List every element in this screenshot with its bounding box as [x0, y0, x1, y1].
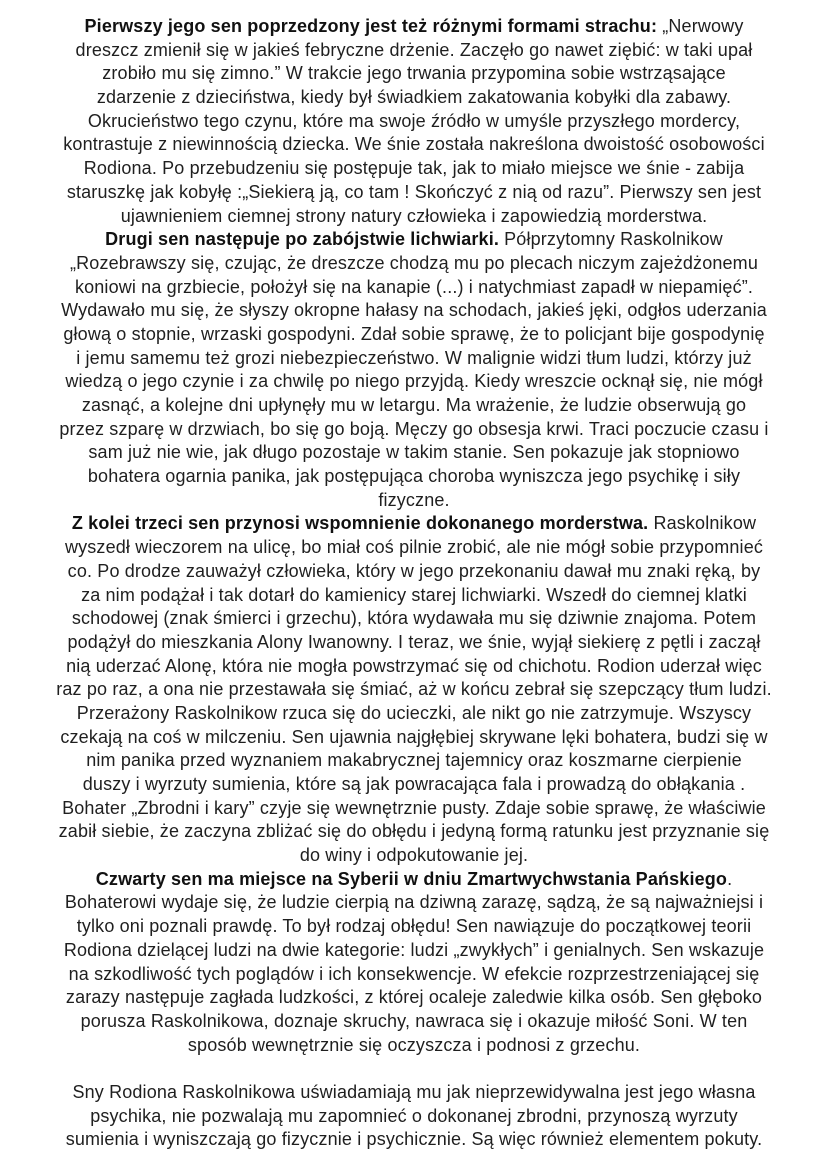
line-text: sam już nie wie, jak długo pozostaje w takim stanie. Sen pokazuje jak stopniowo — [88, 442, 740, 463]
bold-lead-phrase: Z kolei trzeci sen przynosi wspomnienie dokonanego morderstwa. — [71, 513, 649, 534]
text-line — [0, 1105, 828, 1129]
text-line — [0, 986, 828, 1010]
line-text: zasnąć, a kolejne dni upłynęły mu w letargu. Ma wrażenie, że ludzie obserwują go — [81, 395, 747, 415]
line-text: Wydawało mu się, że słyszy okropne hałasy na schodach, jakieś jęki, odgłos uderzania — [61, 300, 767, 321]
line-text: duszy i wyrzuty sumienia, które są jak powracająca fala i prowadzą do obłąkania . — [82, 774, 746, 794]
text-line — [0, 133, 828, 157]
line-text: podążył do mieszkania Alony Iwanowny. I teraz, we śnie, wyjął siekierę z pętli i zaczął — [67, 631, 761, 652]
text-line — [0, 228, 828, 252]
text-line — [0, 631, 828, 655]
line-text: porusza Raskolnikowa, doznaje skruchy, nawraca się i okazuje miłość Soni. W ten — [80, 1010, 748, 1031]
line-text: sumienia i wyniszczają go fizycznie i psychicznie. Są więc również elementem pokuty. — [65, 1129, 763, 1150]
line-text: staruszkę jak kobyłę :„Siekierą ją, co tam ! Skończyć z nią od razu”. Pierwszy sen jest — [66, 181, 762, 202]
text-line — [0, 86, 828, 110]
text-line — [0, 939, 828, 963]
line-text: fizyczne. — [378, 489, 450, 510]
text-line — [0, 584, 828, 608]
text-line — [0, 536, 828, 560]
text-line — [0, 62, 828, 86]
line-text: do winy i odpokutowanie jej. — [299, 845, 529, 866]
line-text: psychika, nie pozwalają mu zapomnieć o dokonanej zbrodni, przynoszą wyrzuty — [90, 1105, 738, 1126]
text-line — [0, 678, 828, 702]
text-line — [0, 820, 828, 844]
text-line — [0, 797, 828, 821]
line-text: tylko oni poznali prawdę. To był rodzaj obłędu! Sen nawiązuje do początkowej teorii — [76, 916, 752, 937]
text-line — [0, 891, 828, 915]
bold-lead-phrase: Czwarty sen ma miejsce na Syberii w dniu Zmartwychwstania Pańskiego — [95, 868, 728, 889]
line-text: Półprzytomny Raskolnikow — [499, 229, 723, 250]
text-line — [0, 394, 828, 418]
line-text: raz po raz, a ona nie przestawała się śmiać, aż w końcu zebrał się szepczący tłum ludzi. — [56, 679, 772, 700]
line-text: koniowi na grzbiecie, położył się na kanapie (...) i natychmiast zapadł w niepamięć”. — [74, 276, 754, 297]
line-text: . — [727, 868, 733, 889]
text-line — [0, 512, 828, 536]
line-text: ujawnieniem ciemnej strony natury człowieka i zapowiedzią morderstwa. — [120, 205, 708, 226]
line-text: Okrucieństwo tego czynu, które ma swoje źródło w umyśle przyszłego mordercy, — [87, 110, 741, 131]
line-text: Bohaterowi wydaje się, że ludzie cierpią na dziwną zarazę, sądzą, że są najważniejsi i — [64, 892, 764, 913]
text-line — [0, 726, 828, 750]
line-text: kontrastuje z niewinnością dziecka. We śnie została nakreślona dwoistość osobowości — [63, 134, 765, 155]
line-text: bohatera ogarnia panika, jak postępująca choroba wyniszcza jego psychikę i siły — [87, 466, 741, 487]
text-line — [0, 1081, 828, 1105]
line-text: Rodiona dzielącej ludzi na dwie kategorie: ludzi „zwykłych” i genialnych. Sen wskazuje — [63, 939, 765, 960]
line-text: wyszedł wieczorem na ulicę, bo miał coś pilnie zrobić, ale nie mógł sobie przypomnieć — [64, 537, 764, 558]
text-line — [0, 655, 828, 679]
line-text: zabił siebie, że zaczyna zbliżać się do obłędu i jedyną formą ratunku jest przyznanie się — [58, 821, 770, 842]
line-text: zarazy następuje zagłada ludzkości, z której ocaleje zaledwie kilka osób. Sen głęboko — [65, 987, 763, 1008]
text-line — [0, 963, 828, 987]
text-line — [0, 560, 828, 584]
line-text: wiedzą o jego czynie i za chwilę po niego przyjdą. Kiedy wreszcie ocknął się, nie mógł — [65, 371, 763, 392]
text-line — [0, 1057, 828, 1081]
text-line — [0, 39, 828, 63]
line-text: głową o stopnie, wrzaski gospodyni. Zdał sobie sprawę, że to policjant bije gospodynię — [63, 323, 765, 344]
text-line — [0, 252, 828, 276]
line-text: za nim podążał i tak dotarł do kamienicy starej lichwiarki. Wszedł do ciemnej klatki — [81, 584, 747, 605]
text-line — [0, 1010, 828, 1034]
line-text: „Rozebrawszy się, czując, że dreszcze chodzą mu po plecach niczym zajeżdżonemu — [70, 252, 758, 273]
line-text: Przerażony Raskolnikow rzuca się do ucieczki, ale nikt go nie zatrzymuje. Wszyscy — [76, 702, 752, 723]
line-text: Rodiona. Po przebudzeniu się postępuje tak, jak to miało miejsce we śnie - zabija — [83, 158, 745, 179]
line-text: Raskolnikow — [648, 513, 757, 534]
line-text: nim panika przed wyznaniem makabrycznej tajemnicy oraz koszmarne cierpienie — [86, 750, 742, 771]
text-line — [0, 441, 828, 465]
text-line — [0, 1128, 828, 1152]
text-line — [0, 299, 828, 323]
line-text: czekają na coś w milczeniu. Sen ujawnia najgłębiej skrywane lęki bohatera, budzi się w — [60, 726, 768, 747]
line-text: sposób wewnętrznie się oczyszcza i podnosi z grzechu. — [187, 1034, 641, 1055]
text-line — [0, 370, 828, 394]
line-text: przez szparę w drzwiach, bo się go boją. Męczy go obsesja krwi. Traci poczucie czasu i — [59, 418, 769, 439]
text-line — [0, 347, 828, 371]
line-text: Bohater „Zbrodni i kary” czyje się wewnętrznie pusty. Zdaje sobie sprawę, że właściwie — [62, 797, 766, 818]
line-text: dreszcz zmienił się w jakieś febryczne drżenie. Zaczęło go nawet ziębić: w taki upał — [75, 39, 753, 60]
text-line — [0, 773, 828, 797]
text-line — [0, 749, 828, 773]
line-text: i jemu samemu też grozi niebezpieczeństwo. W malignie widzi tłum ludzi, którzy już — [76, 347, 752, 368]
text-line — [0, 868, 828, 892]
text-line — [0, 489, 828, 513]
text-line — [0, 702, 828, 726]
line-text: nią uderzać Alonę, która nie mogła powstrzymać się od chichotu. Rodion uderzał więc — [66, 655, 762, 676]
text-line — [0, 607, 828, 631]
text-line — [0, 323, 828, 347]
text-line — [0, 205, 828, 229]
line-text: co. Po drodze zauważył człowieka, który w jego przekonaniu dawał mu znaki ręką, by — [67, 560, 761, 581]
text-line — [0, 1034, 828, 1058]
text-line — [0, 844, 828, 868]
text-line — [0, 276, 828, 300]
text-line — [0, 15, 828, 39]
line-text: „Nerwowy — [657, 16, 744, 36]
line-text: zrobiło mu się zimno.” W trakcie jego trwania przypomina sobie wstrząsające — [102, 63, 726, 84]
line-text: Sny Rodiona Raskolnikowa uświadamiają mu jak nieprzewidywalna jest jego własna — [72, 1081, 756, 1102]
bold-lead-phrase: Drugi sen następuje po zabójstwie lichwiarki. — [105, 229, 499, 250]
line-text: zdarzenie z dzieciństwa, kiedy był świadkiem zakatowania kobyłki dla zabawy. — [96, 87, 732, 108]
text-line — [0, 915, 828, 939]
text-line — [0, 181, 828, 205]
text-line — [0, 157, 828, 181]
line-text: na szkodliwość tych poglądów i ich konsekwencje. W efekcie rozprzestrzeniającej się — [68, 963, 760, 984]
line-text: schodowej (znak śmierci i grzechu), która wydawała mu się dziwnie znajoma. Potem — [71, 608, 757, 629]
text-line — [0, 110, 828, 134]
text-line — [0, 465, 828, 489]
text-line — [0, 418, 828, 442]
bold-lead-phrase: Pierwszy jego sen poprzedzony jest też różnymi formami strachu: — [84, 16, 658, 36]
